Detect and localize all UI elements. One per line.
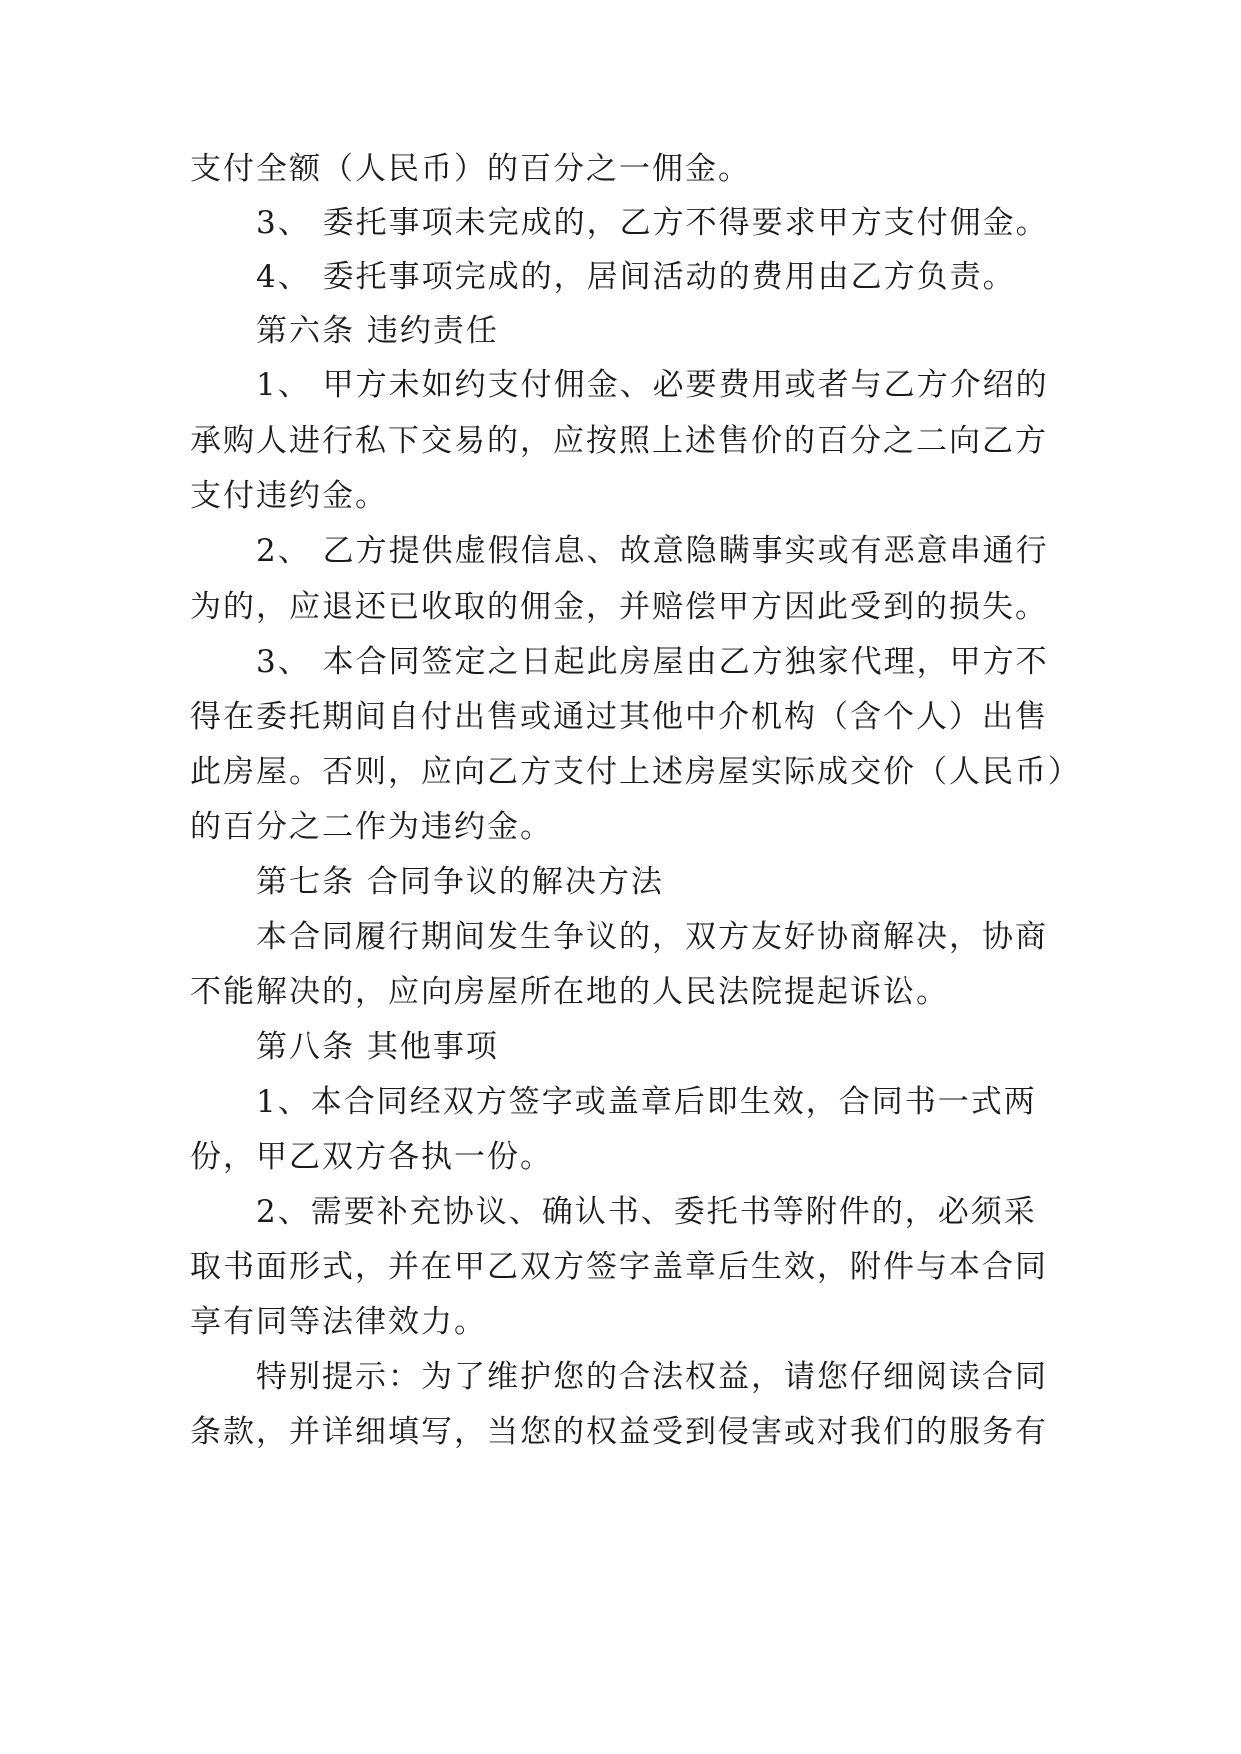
text-line: 4、 委托事项完成的，居间活动的费用由乙方负责。	[256, 259, 1016, 295]
text-line: 2、 乙方提供虚假信息、故意隐瞒事实或有恶意串通行	[256, 533, 1049, 569]
text-line: 1、 甲方未如约支付佣金、必要费用或者与乙方介绍的	[256, 367, 1049, 403]
text-line: 本合同履行期间发生争议的，双方友好协商解决，协商	[256, 919, 1048, 955]
text-line: 为的，应退还已收取的佣金，并赔偿甲方因此受到的损失。	[190, 589, 1048, 625]
text-line: 特别提示：为了维护您的合法权益，请您仔细阅读合同	[256, 1359, 1048, 1395]
text-line: 得在委托期间自付出售或通过其他中介机构（含个人）出售	[190, 699, 1048, 735]
text-line: 取书面形式，并在甲乙双方签字盖章后生效，附件与本合同	[190, 1249, 1048, 1285]
text-line: 享有同等法律效力。	[190, 1304, 487, 1340]
text-line: 3、 委托事项未完成的，乙方不得要求甲方支付佣金。	[256, 205, 1049, 241]
section-heading: 第八条 其他事项	[256, 1029, 499, 1065]
section-heading: 第六条 违约责任	[256, 313, 499, 349]
text-line: 此房屋。否则，应向乙方支付上述房屋实际成交价（人民币）	[190, 754, 1081, 790]
text-line: 1、本合同经双方签字或盖章后即生效，合同书一式两	[256, 1084, 1037, 1120]
text-line: 不能解决的，应向房屋所在地的人民法院提起诉讼。	[190, 974, 949, 1010]
text-line: 支付全额（人民币）的百分之一佣金。	[190, 151, 751, 187]
text-line: 承购人进行私下交易的，应按照上述售价的百分之二向乙方	[190, 423, 1048, 459]
text-line: 2、需要补充协议、确认书、委托书等附件的，必须采	[256, 1194, 1037, 1230]
text-line: 3、 本合同签定之日起此房屋由乙方独家代理，甲方不	[256, 644, 1049, 680]
text-line: 的百分之二作为违约金。	[190, 809, 553, 845]
section-heading: 第七条 合同争议的解决方法	[256, 864, 664, 900]
text-line: 份，甲乙双方各执一份。	[190, 1139, 553, 1175]
text-line: 条款，并详细填写，当您的权益受到侵害或对我们的服务有	[190, 1414, 1048, 1450]
text-line: 支付违约金。	[190, 478, 388, 514]
